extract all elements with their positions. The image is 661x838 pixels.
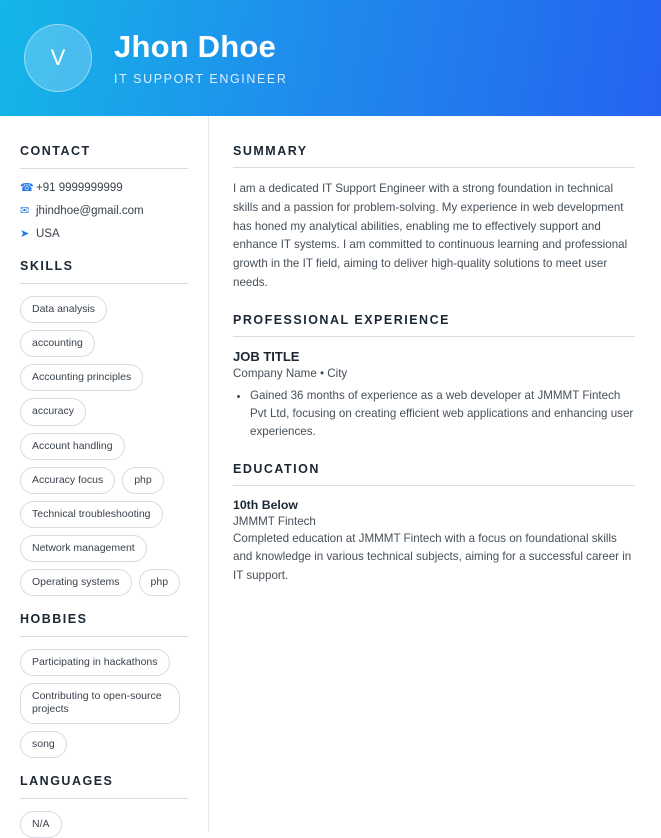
candidate-role: IT SUPPORT ENGINEER xyxy=(114,71,288,86)
header-text xyxy=(114,30,288,85)
skill-chip: Accounting principles xyxy=(20,364,143,391)
experience-company-line: Company Name • City xyxy=(233,366,348,380)
divider xyxy=(233,485,635,486)
section-title-summary: SUMMARY xyxy=(233,144,308,158)
divider xyxy=(233,167,635,168)
education-section xyxy=(233,462,635,586)
resume-header xyxy=(0,0,661,116)
summary-section xyxy=(233,144,635,293)
contact-item-location xyxy=(20,227,188,241)
hobbies-chip-list xyxy=(20,649,188,758)
skill-chip: Accuracy focus xyxy=(20,467,115,494)
experience-job-title: JOB TITLE xyxy=(233,348,300,364)
location-icon: ➤ xyxy=(20,228,30,240)
section-title-hobbies: HOBBIES xyxy=(20,612,88,627)
hobby-chip: Participating in hackathons xyxy=(20,649,170,676)
candidate-name: Jhon Dhoe xyxy=(114,29,276,65)
avatar xyxy=(24,24,92,92)
divider xyxy=(20,798,188,799)
contact-item-phone xyxy=(20,181,188,195)
divider xyxy=(20,283,188,284)
skill-chip: Data analysis xyxy=(20,296,107,323)
section-title-languages: LANGUAGES xyxy=(20,773,114,788)
divider xyxy=(20,168,188,169)
divider xyxy=(233,336,635,337)
resume-body xyxy=(0,116,661,832)
skill-chip: php xyxy=(122,467,164,494)
skill-chip: Operating systems xyxy=(20,569,132,596)
avatar-initial: V xyxy=(50,45,66,70)
skill-chip: php xyxy=(139,569,181,596)
education-description: Completed education at JMMMT Fintech with a focus on foundational skills and knowledge in various technical subjects, aiming for a successful career in IT support. xyxy=(233,531,632,583)
hobby-chip: song xyxy=(20,731,67,758)
summary-text: I am a dedicated IT Support Engineer with a strong foundation in technical skills and a passion for problem-solving. My experience in web development has honed my analytical abilities, enabling me to effectively support and enhance IT systems. I am committed to continuous learning and professional growth in the IT field, aiming to deliver high-quality solutions to meet user needs. xyxy=(233,182,628,289)
divider xyxy=(20,636,188,637)
section-title-experience: PROFESSIONAL EXPERIENCE xyxy=(233,312,450,327)
email-icon: ✉ xyxy=(20,205,30,217)
section-title-skills: SKILLS xyxy=(20,259,74,273)
skill-chip: Technical troubleshooting xyxy=(20,501,163,528)
languages-chip-list xyxy=(20,811,188,838)
contact-item-email xyxy=(20,204,188,218)
section-title-contact: CONTACT xyxy=(20,144,91,158)
sidebar xyxy=(0,116,209,832)
experience-bullet-list xyxy=(233,387,635,442)
experience-bullet: • Gained 36 months of experience as a web developer at JMMMT Fintech Pvt Ltd, focusing on creating efficient web applications and enhancing user experiences. xyxy=(250,387,635,442)
education-school: JMMMT Fintech xyxy=(233,514,316,528)
main-content xyxy=(209,116,661,832)
skills-chip-list xyxy=(20,296,188,596)
skill-chip: accuracy xyxy=(20,398,86,425)
skill-chip: accounting xyxy=(20,330,95,357)
language-chip: N/A xyxy=(20,811,62,838)
phone-icon: ☎ xyxy=(20,182,34,194)
skill-chip: Network management xyxy=(20,535,147,562)
hobby-chip: Contributing to open-source projects xyxy=(20,683,180,723)
contact-phone-value: +91 9999999999 xyxy=(36,182,123,194)
experience-section xyxy=(233,313,635,442)
education-degree: 10th Below xyxy=(233,497,298,512)
section-title-education: EDUCATION xyxy=(233,461,320,476)
contact-location-value: USA xyxy=(36,228,60,240)
contact-list xyxy=(20,181,188,241)
skill-chip: Account handling xyxy=(20,433,125,460)
contact-email-value: jhindhoe@gmail.com xyxy=(36,205,144,217)
